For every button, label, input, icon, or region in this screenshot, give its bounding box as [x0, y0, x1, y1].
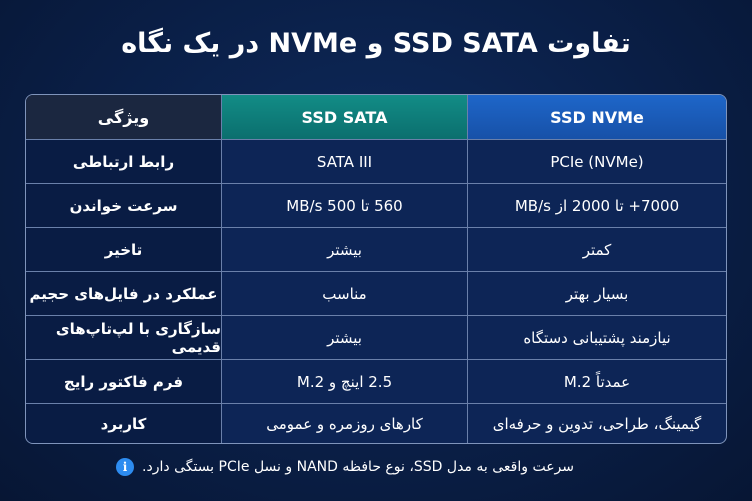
feature-cell: سازگاری با لپ‌تاپ‌های قدیمی [26, 316, 222, 360]
feature-cell: رابط ارتباطی [26, 140, 222, 184]
nvme-cell: عمدتاً M.2 [563, 373, 631, 391]
feature-cell: فرم فاکتور رایج [26, 360, 222, 404]
header-sata: SSD SATA [222, 95, 468, 139]
footnote [116, 458, 574, 476]
table-row [26, 139, 726, 184]
nvme-cell: کمتر [582, 241, 612, 259]
page-title: تفاوت SSD SATA و NVMe در یک نگاه [121, 28, 631, 59]
nvme-cell: بسیار بهتر [565, 285, 629, 303]
nvme-cell: 7000+ تا 2000 از MB/s [514, 197, 680, 215]
sata-cell: بیشتر [222, 316, 468, 360]
nvme-cell: گیمینگ، طراحی، تدوین و حرفه‌ای [492, 415, 702, 433]
header-nvme: SSD NVMe [468, 95, 726, 139]
nvme-cell: نیازمند پشتیبانی دستگاه [523, 329, 671, 347]
header-feature: ویژگی [26, 95, 222, 139]
feature-cell: کاربرد [26, 404, 222, 444]
table-header-row [26, 95, 726, 139]
feature-cell: تاخیر [26, 228, 222, 272]
sata-cell: مناسب [222, 272, 468, 316]
info-icon: i [116, 458, 134, 476]
feature-cell: عملکرد در فایل‌های حجیم [26, 272, 222, 316]
sata-cell: کارهای روزمره و عمومی [222, 404, 468, 444]
sata-cell: 560 تا 500 MB/s [222, 184, 468, 228]
table-row [26, 227, 726, 272]
table-row [26, 403, 726, 444]
sata-cell: 2.5 اینچ و M.2 [222, 360, 468, 404]
table-row [26, 359, 726, 404]
sata-cell: بیشتر [222, 228, 468, 272]
nvme-cell: PCIe (NVMe) [550, 153, 644, 171]
footnote-text: سرعت واقعی به مدل SSD، نوع حافظه NAND و نسل PCIe بستگی دارد. [142, 459, 574, 475]
sata-cell: SATA III [222, 140, 468, 184]
table-row [26, 271, 726, 316]
comparison-table [25, 94, 727, 444]
table-row [26, 183, 726, 228]
feature-cell: سرعت خواندن [26, 184, 222, 228]
table-row [26, 315, 726, 360]
